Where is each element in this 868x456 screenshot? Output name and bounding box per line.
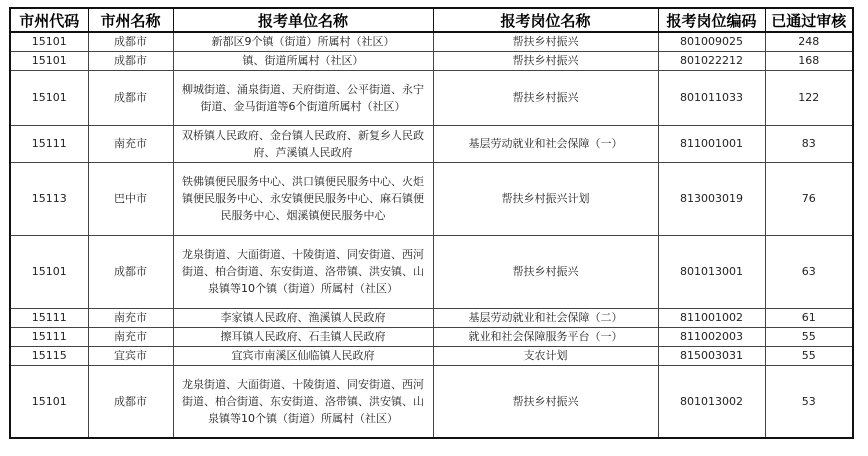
cell-unit-name: 龙泉街道、大面街道、十陵街道、同安街道、西河街道、柏合街道、东安街道、洛带镇、洪安镇、山泉镇等10个镇（街道）所属村（社区） — [173, 365, 433, 438]
cell-post-code: 815003031 — [658, 346, 765, 365]
cell-post-name: 帮扶乡村振兴 — [433, 70, 658, 125]
cell-post-name: 基层劳动就业和社会保障（一） — [433, 125, 658, 162]
cell-post-name: 支农计划 — [433, 346, 658, 365]
cell-city-name: 巴中市 — [88, 162, 173, 235]
cell-unit-name: 李家镇人民政府、渔溪镇人民政府 — [173, 308, 433, 327]
cell-post-code: 801009025 — [658, 32, 765, 51]
cell-post-name: 基层劳动就业和社会保障（二） — [433, 308, 658, 327]
cell-approved-count: 55 — [765, 327, 853, 346]
cell-approved-count: 63 — [765, 235, 853, 308]
header-city-code: 市州代码 — [10, 8, 88, 32]
cell-post-code: 801011033 — [658, 70, 765, 125]
header-approved-count: 已通过审核 — [765, 8, 853, 32]
table-row — [10, 125, 853, 162]
cell-unit-name: 镇、街道所属村（社区） — [173, 51, 433, 70]
table-row — [10, 346, 853, 365]
cell-unit-name: 新都区9个镇（街道）所属村（社区） — [173, 32, 433, 51]
cell-city-name: 成都市 — [88, 32, 173, 51]
header-unit-name: 报考单位名称 — [173, 8, 433, 32]
cell-post-code: 801013002 — [658, 365, 765, 438]
cell-post-code: 811001002 — [658, 308, 765, 327]
table-row — [10, 235, 853, 308]
cell-post-name: 就业和社会保障服务平台（一） — [433, 327, 658, 346]
cell-approved-count: 122 — [765, 70, 853, 125]
cell-city-name: 成都市 — [88, 70, 173, 125]
cell-city-name: 南充市 — [88, 327, 173, 346]
cell-unit-name: 宜宾市南溪区仙临镇人民政府 — [173, 346, 433, 365]
table-row — [10, 308, 853, 327]
cell-city-name: 南充市 — [88, 308, 173, 327]
cell-post-name: 帮扶乡村振兴 — [433, 235, 658, 308]
cell-approved-count: 83 — [765, 125, 853, 162]
cell-unit-name: 柳城街道、涌泉街道、天府街道、公平街道、永宁街道、金马街道等6个街道所属村（社区） — [173, 70, 433, 125]
cell-approved-count: 168 — [765, 51, 853, 70]
table-row — [10, 365, 853, 438]
table-row — [10, 70, 853, 125]
cell-post-name: 帮扶乡村振兴 — [433, 365, 658, 438]
header-city-name: 市州名称 — [88, 8, 173, 32]
table-row — [10, 327, 853, 346]
cell-city-name: 宜宾市 — [88, 346, 173, 365]
cell-unit-name: 铁佛镇便民服务中心、洪口镇便民服务中心、火炬镇便民服务中心、永安镇便民服务中心、麻石镇便民服务中心、烟溪镇便民服务中心 — [173, 162, 433, 235]
cell-approved-count: 53 — [765, 365, 853, 438]
cell-city-code: 15101 — [10, 365, 88, 438]
cell-city-code: 15113 — [10, 162, 88, 235]
cell-post-code: 813003019 — [658, 162, 765, 235]
table-row — [10, 51, 853, 70]
cell-city-code: 15111 — [10, 327, 88, 346]
cell-city-name: 成都市 — [88, 365, 173, 438]
header-post-name: 报考岗位名称 — [433, 8, 658, 32]
cell-post-code: 811002003 — [658, 327, 765, 346]
cell-city-name: 南充市 — [88, 125, 173, 162]
cell-unit-name: 双桥镇人民政府、金台镇人民政府、新复乡人民政府、芦溪镇人民政府 — [173, 125, 433, 162]
cell-city-code: 15111 — [10, 308, 88, 327]
table-row — [10, 32, 853, 51]
cell-approved-count: 76 — [765, 162, 853, 235]
exam-post-table — [9, 7, 854, 439]
cell-city-name: 成都市 — [88, 235, 173, 308]
cell-post-name: 帮扶乡村振兴计划 — [433, 162, 658, 235]
cell-post-name: 帮扶乡村振兴 — [433, 51, 658, 70]
cell-unit-name: 擦耳镇人民政府、石圭镇人民政府 — [173, 327, 433, 346]
table-container — [9, 7, 854, 439]
table-header-row — [10, 8, 853, 32]
cell-city-code: 15111 — [10, 125, 88, 162]
cell-post-code: 801022212 — [658, 51, 765, 70]
cell-city-code: 15101 — [10, 51, 88, 70]
cell-city-code: 15101 — [10, 32, 88, 51]
cell-city-code: 15115 — [10, 346, 88, 365]
cell-post-name: 帮扶乡村振兴 — [433, 32, 658, 51]
cell-post-code: 811001001 — [658, 125, 765, 162]
cell-approved-count: 55 — [765, 346, 853, 365]
cell-city-code: 15101 — [10, 70, 88, 125]
cell-approved-count: 61 — [765, 308, 853, 327]
cell-unit-name: 龙泉街道、大面街道、十陵街道、同安街道、西河街道、柏合街道、东安街道、洛带镇、洪安镇、山泉镇等10个镇（街道）所属村（社区） — [173, 235, 433, 308]
header-post-code: 报考岗位编码 — [658, 8, 765, 32]
table-row — [10, 162, 853, 235]
cell-city-name: 成都市 — [88, 51, 173, 70]
cell-post-code: 801013001 — [658, 235, 765, 308]
cell-approved-count: 248 — [765, 32, 853, 51]
cell-city-code: 15101 — [10, 235, 88, 308]
